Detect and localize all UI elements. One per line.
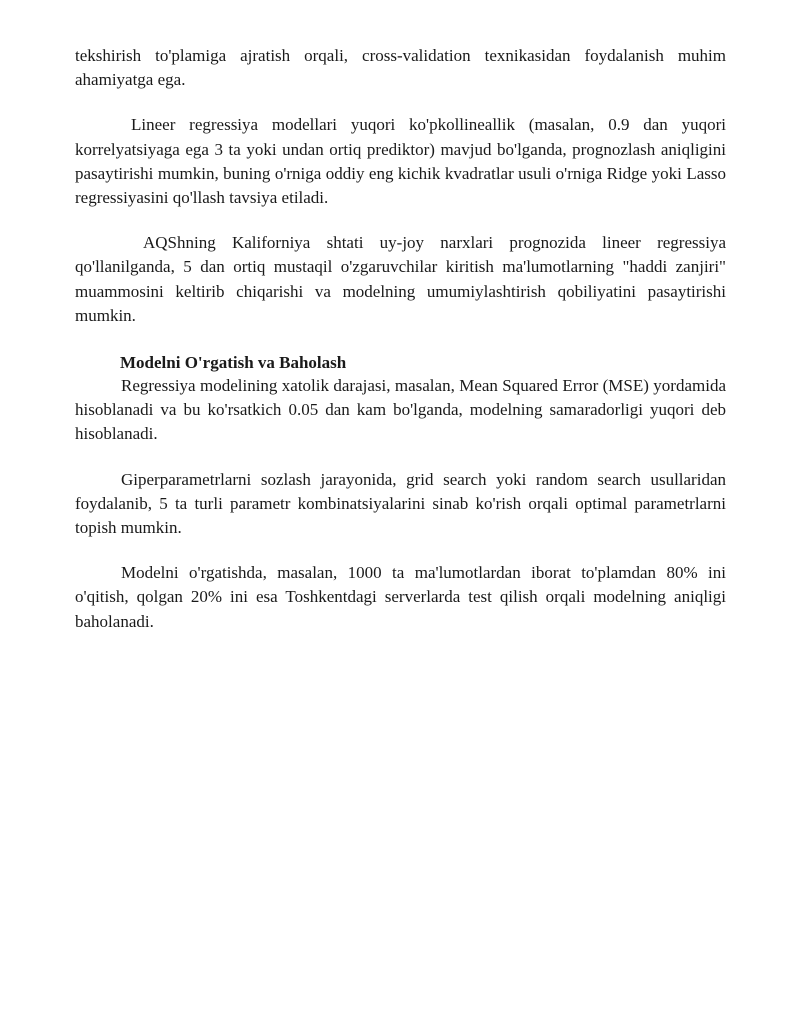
paragraph-mse: Regressiya modelining xatolik darajasi, masalan, Mean Squared Error (MSE) yordamida hisoblanadi va bu ko'rsatkich 0.05 dan kam bo'lganda, modelning samaradorligi yuqori deb hisoblanadi. [75, 376, 726, 444]
paragraph-multicollinearity: Lineer regressiya modellari yuqori ko'pkollineallik (masalan, 0.9 dan yuqori korrelyatsiyaga ega 3 ta yoki undan ortiq prediktor) mavjud bo'lganda, prognozlash aniqligini pasaytirishi mumkin, buning o'rniga oddiy eng kichik kvadratlar usuli o'rniga Ridge yoki Lasso regressiyasini qo'llash tavsiya etiladi. [75, 115, 726, 208]
paragraph-cross-validation: tekshirish to'plamiga ajratish orqali, cross-validation texnikasidan foydalanish muhim ahamiyatga ega. [75, 46, 726, 90]
section-heading: Modelni O'rgatish va Baholash [120, 353, 347, 373]
paragraph-training-split: Modelni o'rgatishda, masalan, 1000 ta ma'lumotlardan iborat to'plamdan 80% ini o'qitish, qolgan 20% ini esa Toshkentdagi serverlarda test qilish orqali modelning aniqligi baholanadi. [75, 563, 726, 631]
paragraph-california-housing: AQShning Kaliforniya shtati uy-joy narxlari prognozida lineer regressiya qo'llanilganda, 5 dan ortiq mustaqil o'zgaruvchilar kiritish ma'lumotlarning "haddi zanjiri" muammosini keltirib chiqarishi va modelning umumiylashtirish qobiliyatini pasaytirishi mumkin. [75, 233, 726, 325]
paragraph-hyperparameters: Giperparametrlarni sozlash jarayonida, grid search yoki random search usullaridan foydalanib, 5 ta turli parametr kombinatsiyalarini sinab ko'rish orqali optimal parametrlarni topish mumkin. [75, 469, 726, 538]
document-page [75, 44, 726, 634]
